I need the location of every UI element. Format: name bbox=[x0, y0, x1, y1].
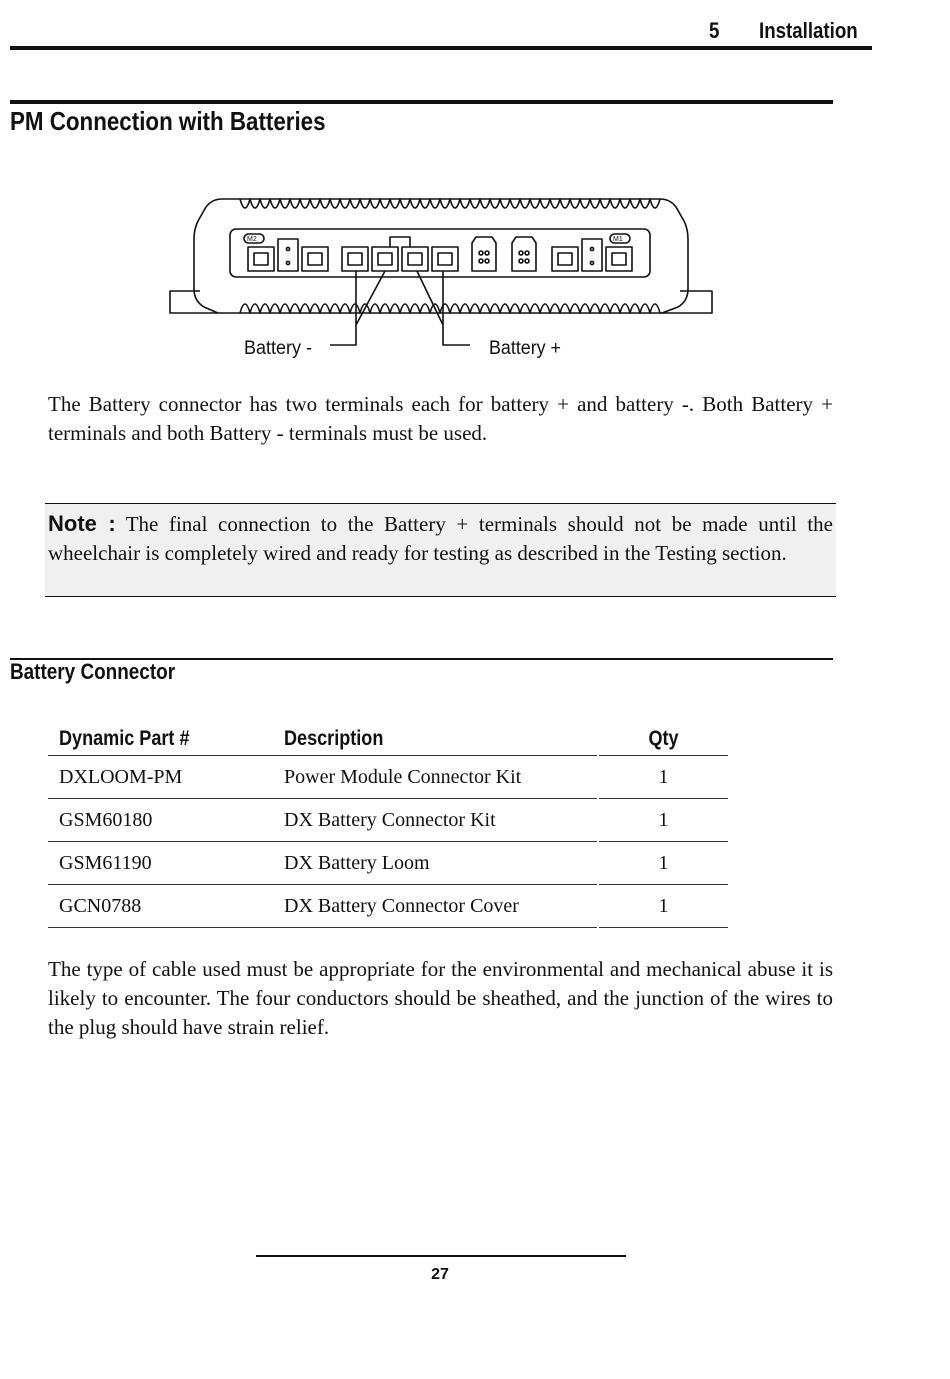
header-qty: Qty bbox=[648, 727, 679, 750]
cell-qty: 1 bbox=[598, 885, 728, 928]
power-module-diagram bbox=[160, 185, 720, 365]
note-text: The final connection to the Battery + terminals should not be made until the wheelchair is completely wired and ready for testing as described in the Testing section. bbox=[48, 512, 834, 565]
cell-description: DX Battery Connector Cover bbox=[273, 885, 598, 928]
chapter-number: 5 bbox=[709, 18, 720, 43]
cell-qty: 1 bbox=[598, 842, 728, 885]
m2-label: M2 bbox=[247, 236, 257, 243]
battery-terminal-paragraph: The Battery connector has two terminals each for battery + and battery -. Both Battery + terminals and both Battery - terminals must be used. bbox=[48, 392, 833, 445]
cell-qty: 1 bbox=[598, 756, 728, 799]
footer-rule bbox=[256, 1255, 626, 1257]
bottom-fins bbox=[240, 304, 660, 313]
page-number: 27 bbox=[431, 1266, 449, 1283]
header-rule bbox=[10, 46, 872, 50]
right-flange bbox=[660, 291, 712, 313]
table-header-row bbox=[48, 723, 728, 756]
subsection-title: Battery Connector bbox=[10, 659, 176, 684]
parts-table bbox=[48, 723, 728, 928]
battery-plus-label: Battery + bbox=[489, 338, 561, 359]
table-row bbox=[48, 885, 728, 928]
chapter-title: Installation bbox=[759, 18, 858, 43]
table-row bbox=[48, 842, 728, 885]
note-label: Note : bbox=[48, 511, 116, 536]
note-box bbox=[45, 503, 836, 597]
section-title: PM Connection with Batteries bbox=[10, 106, 326, 136]
header-part: Dynamic Part # bbox=[59, 727, 190, 750]
cell-qty: 1 bbox=[598, 799, 728, 842]
header-description: Description bbox=[284, 727, 384, 750]
top-fins bbox=[240, 199, 660, 208]
cell-description: Power Module Connector Kit bbox=[273, 756, 598, 799]
table-row bbox=[48, 799, 728, 842]
cell-part: GSM60180 bbox=[48, 799, 273, 842]
table-row bbox=[48, 756, 728, 799]
battery-minus-label: Battery - bbox=[244, 338, 312, 359]
cell-description: DX Battery Loom bbox=[273, 842, 598, 885]
cell-description: DX Battery Connector Kit bbox=[273, 799, 598, 842]
cable-paragraph: The type of cable used must be appropriate for the environmental and mechanical abuse it is likely to encounter. The four conductors should be sheathed, and the junction of the wires to the plug should have strain relief. bbox=[48, 957, 833, 1039]
cell-part: DXLOOM-PM bbox=[48, 756, 273, 799]
section-rule bbox=[10, 100, 833, 104]
m1-label: M1 bbox=[613, 236, 623, 243]
cell-part: GCN0788 bbox=[48, 885, 273, 928]
cell-part: GSM61190 bbox=[48, 842, 273, 885]
